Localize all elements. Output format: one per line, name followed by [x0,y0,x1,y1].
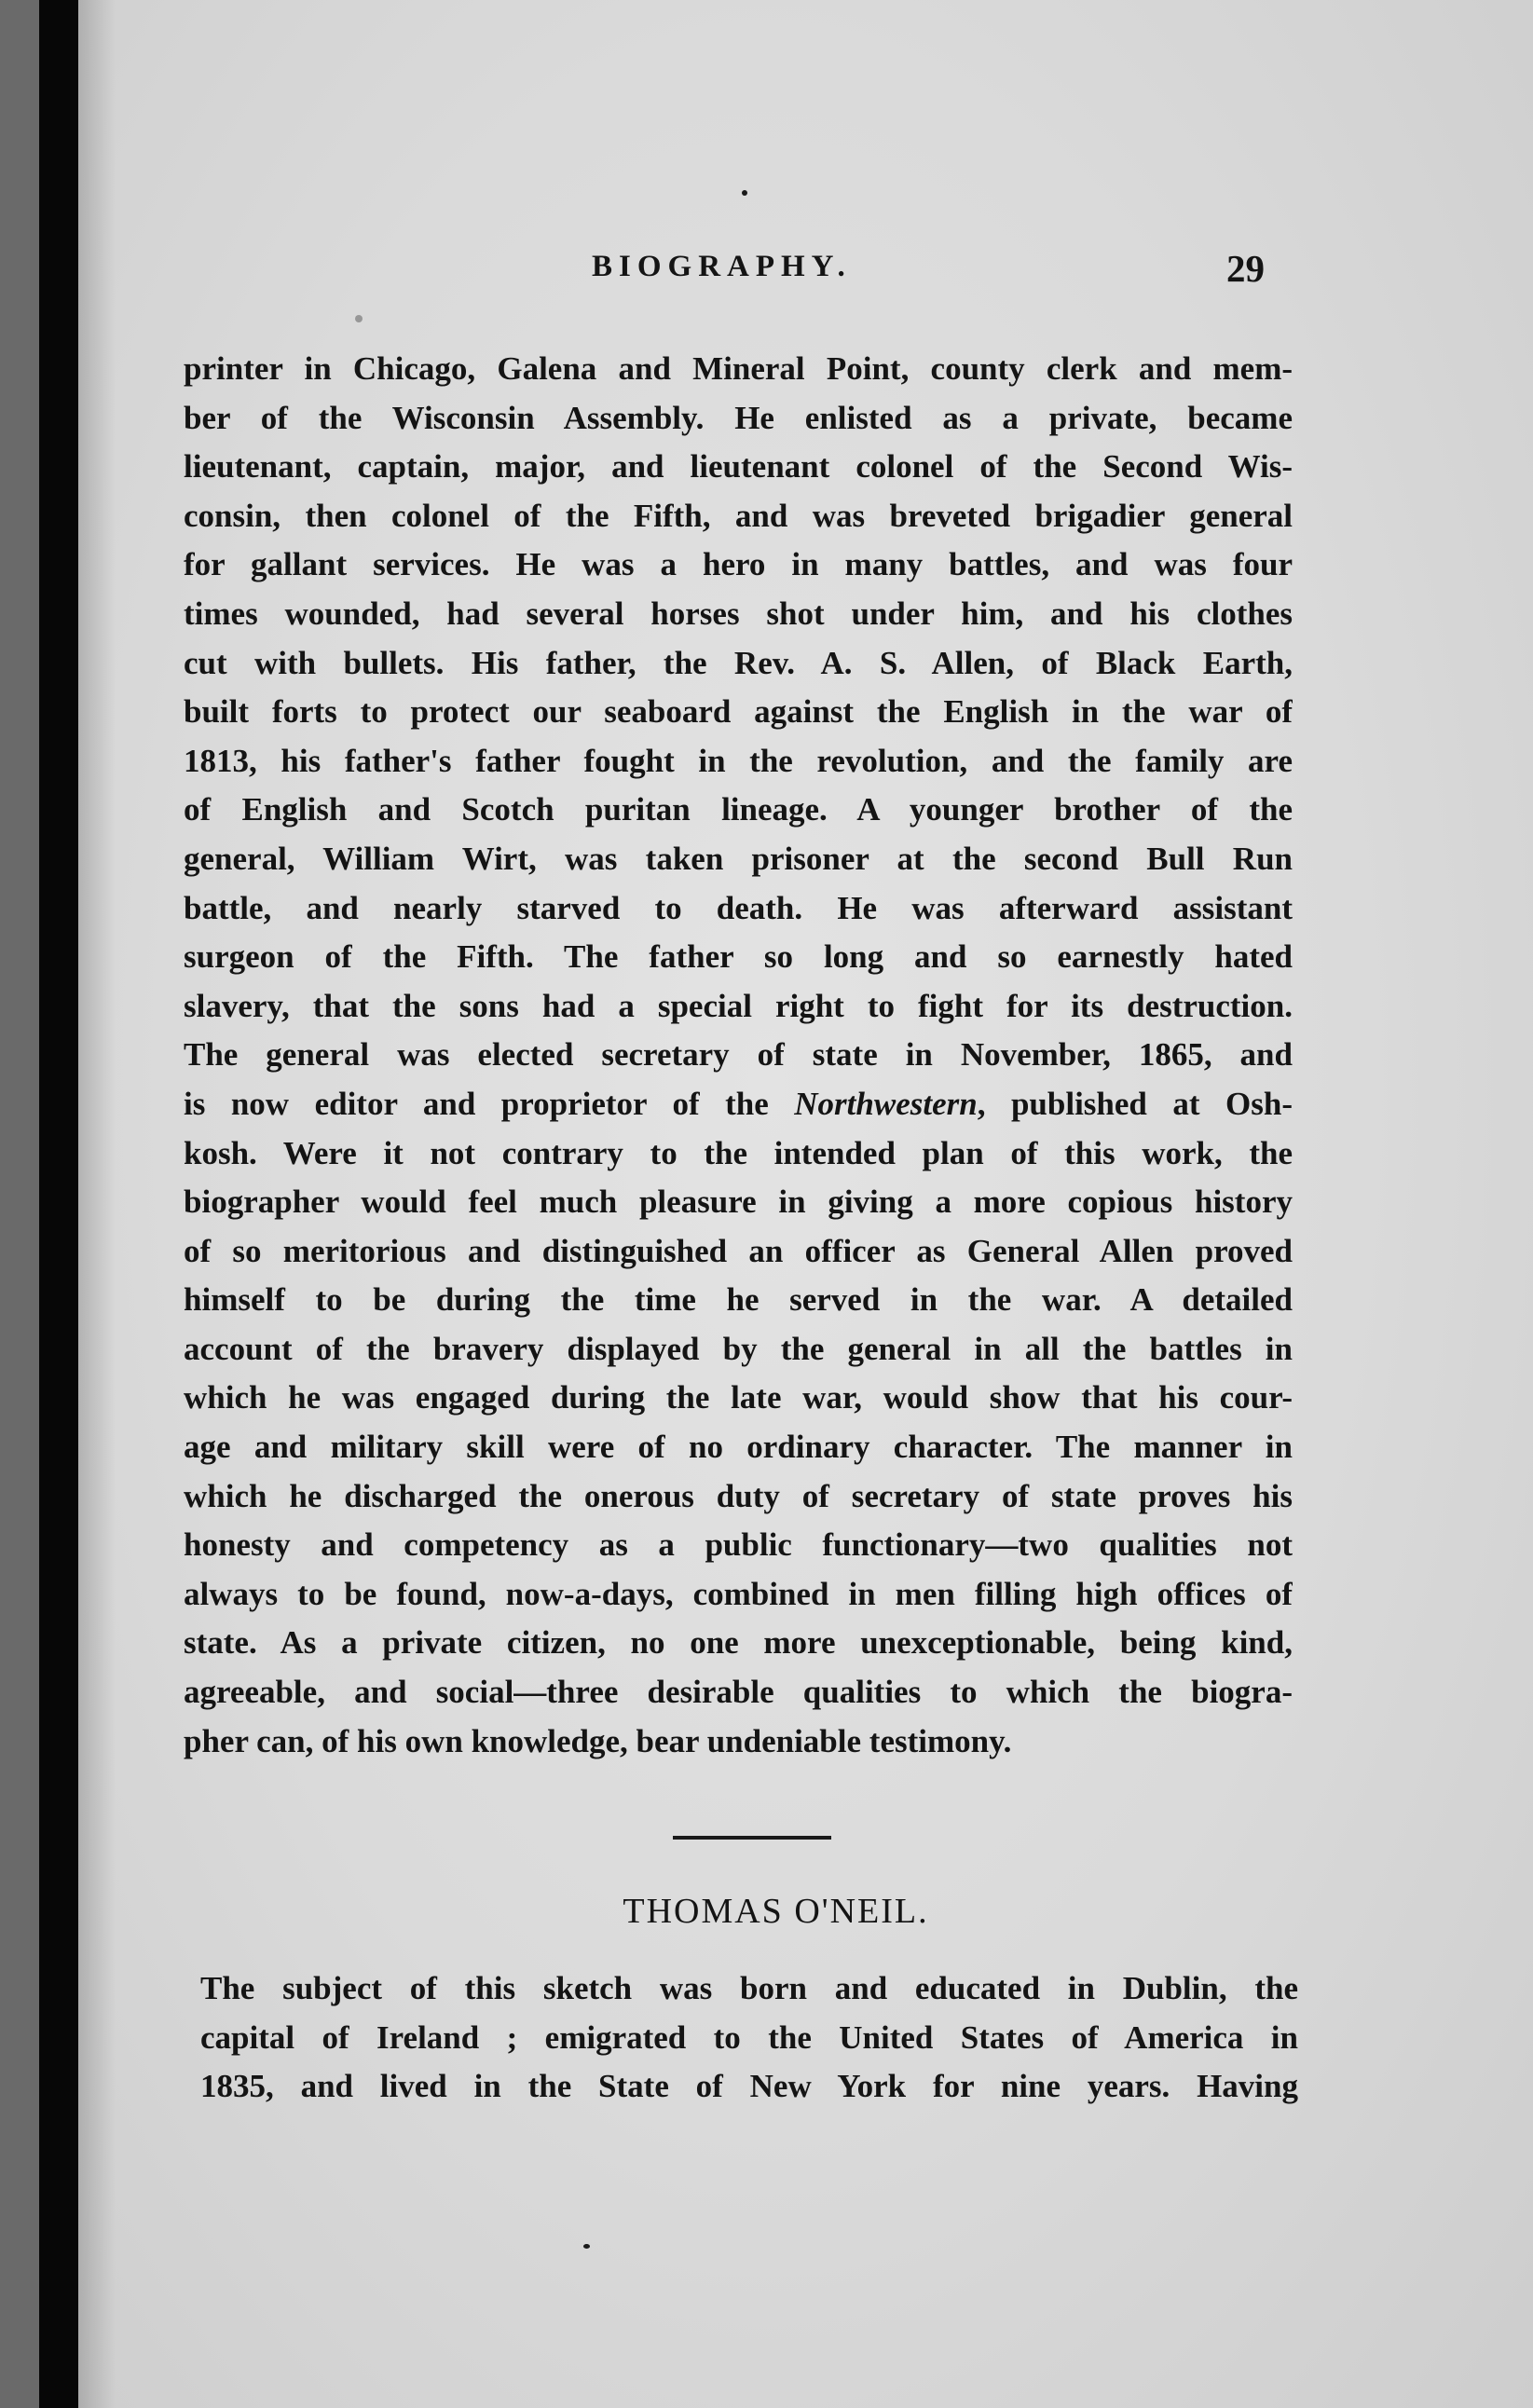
text-line: surgeon of the Fifth. The father so long and so earnestly hated [184,938,1293,976]
biography-body-text [184,345,1293,1766]
running-head: BIOGRAPHY. [592,250,852,283]
text-line: account of the bravery displayed by the general in all the battles in [184,1330,1293,1367]
text-line: battle, and nearly starved to death. He was afterward assistant [184,889,1293,926]
binding-gradient [78,0,116,2408]
text-line: age and military skill were of no ordinary character. The manner in [184,1429,1293,1466]
text-line: built forts to protect our seaboard against the English in the war of [184,693,1293,731]
text-line: always to be found, now-a-days, combined in men filling high offices of [184,1575,1293,1612]
section-divider-rule [673,1836,831,1840]
text-line: which he discharged the onerous duty of secretary of state proves his [184,1477,1293,1514]
binding-edge [0,0,39,2408]
text-line: for gallant services. He was a hero in many battles, and was four [184,546,1293,583]
newspaper-title: Northwestern [794,1085,978,1122]
text-line: general, William Wirt, was taken prisoner at the second Bull Run [184,840,1293,877]
ink-speck [583,2244,590,2249]
text-line: The subject of this sketch was born and educated in Dublin, the [200,1970,1298,2006]
ink-speck [742,190,747,196]
text-line: kosh. Were it not contrary to the intended plan of this work, the [184,1134,1293,1171]
text-line: agreeable, and social—three desirable qualities to which the biogra- [184,1674,1293,1711]
text-line: lieutenant, captain, major, and lieutenant colonel of the Second Wis- [184,448,1293,486]
binding-shadow [39,0,78,2408]
page-header [0,247,1533,306]
text-line: honesty and competency as a public functionary—two qualities not [184,1526,1293,1564]
text-line: biographer would feel much pleasure in giving a more copious history [184,1183,1293,1221]
text-line: The general was elected secretary of state in November, 1865, and [184,1036,1293,1074]
text-line: state. As a private citizen, no one more unexceptionable, being kind, [184,1624,1293,1662]
text-line: which he was engaged during the late war, would show that his cour- [184,1379,1293,1416]
text-line: 1813, his father's father fought in the revolution, and the family are [184,742,1293,779]
text-line: 1835, and lived in the State of New York for nine years. Having [200,2068,1298,2105]
section-title: THOMAS O'NEIL. [623,1892,929,1931]
page-number: 29 [1226,247,1265,290]
text-line: printer in Chicago, Galena and Mineral Point, county clerk and mem- [184,350,1293,387]
text-line: pher can, of his own knowledge, bear undeniable testimony. [184,1722,1012,1759]
text-line: cut with bullets. His father, the Rev. A. S. Allen, of Black Earth, [184,644,1293,681]
text-line: slavery, that the sons had a special right to fight for its destruction. [184,987,1293,1024]
text-line: of so meritorious and distinguished an officer as General Allen proved [184,1232,1293,1269]
ink-speck [355,315,363,322]
text-line: ber of the Wisconsin Assembly. He enlisted as a private, became [184,399,1293,436]
text-line: consin, then colonel of the Fifth, and was breveted brigadier general [184,497,1293,534]
section-body-text [200,1964,1298,2112]
text-line: of English and Scotch puritan lineage. A younger brother of the [184,791,1293,828]
text-line: times wounded, had several horses shot under him, and his clothes [184,595,1293,632]
text-line: is now editor and proprietor of the Northwestern, published at Osh- [184,1085,1293,1122]
text-line: capital of Ireland ; emigrated to the United States of America in [200,2018,1298,2056]
text-line: himself to be during the time he served in the war. A detailed [184,1281,1293,1319]
